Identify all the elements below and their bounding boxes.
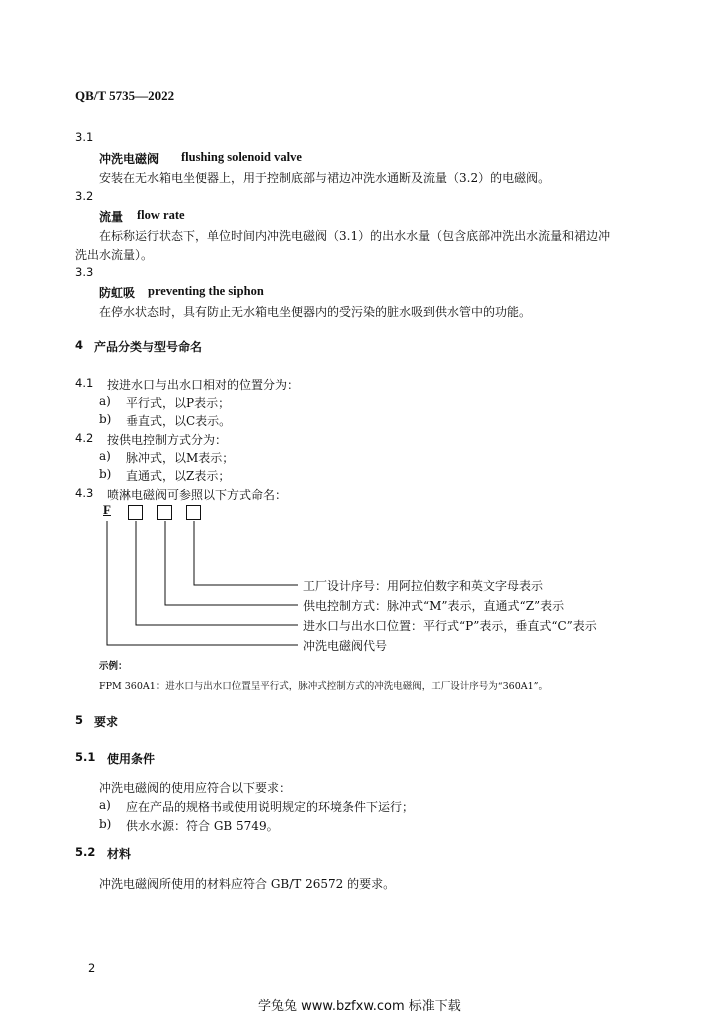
footer-watermark: 学兔兔 www.bzfxw.com 标准下载 bbox=[258, 999, 461, 1014]
list-label: a) bbox=[99, 394, 111, 408]
term-number: 3.3 bbox=[75, 265, 94, 279]
clause-number: 4.3 bbox=[75, 486, 94, 500]
term-number: 3.2 bbox=[75, 189, 94, 203]
term-definition: 安装在无水箱电坐便器上，用于控制底部与裙边冲洗水通断及流量（3.2）的电磁阀。 bbox=[99, 171, 551, 185]
term-definition-cont: 洗出水流量）。 bbox=[75, 248, 154, 262]
section-title: 要求 bbox=[94, 715, 119, 729]
term-zh: 冲洗电磁阀 bbox=[99, 152, 160, 166]
clause-text: 冲洗电磁阀所使用的材料应符合 GB/T 26572 的要求。 bbox=[99, 877, 396, 891]
clause-number: 5.2 bbox=[75, 845, 96, 859]
list-label: b) bbox=[99, 467, 112, 481]
section-number: 4 bbox=[75, 338, 84, 352]
clause-text: 按供电控制方式分为： bbox=[107, 433, 228, 447]
page-number: 2 bbox=[88, 961, 96, 975]
list-item: 垂直式，以C表示。 bbox=[126, 414, 232, 428]
list-label: b) bbox=[99, 412, 112, 426]
clause-number: 4.1 bbox=[75, 376, 94, 390]
term-en: preventing the siphon bbox=[148, 284, 264, 298]
list-label: a) bbox=[99, 798, 111, 812]
model-prefix: F bbox=[103, 502, 111, 517]
diagram-label: 进水口与出水口位置：平行式“P”表示，垂直式“C”表示 bbox=[303, 619, 597, 633]
clause-title: 使用条件 bbox=[107, 752, 156, 766]
term-en: flushing solenoid valve bbox=[181, 150, 302, 164]
term-zh: 流量 bbox=[99, 210, 124, 224]
standard-code: QB/T 5735—2022 bbox=[75, 88, 175, 103]
list-item: 脉冲式，以M表示； bbox=[126, 451, 235, 465]
list-item: 直通式，以Z表示； bbox=[126, 469, 231, 483]
list-item: 供水水源：符合 GB 5749。 bbox=[126, 819, 279, 833]
clause-number: 4.2 bbox=[75, 431, 94, 445]
clause-text: 冲洗电磁阀的使用应符合以下要求： bbox=[99, 781, 292, 795]
example-text: FPM 360A1：进水口与出水口位置呈平行式，脉冲式控制方式的冲洗电磁阀，工厂设计序号为“360A1”。 bbox=[99, 681, 549, 692]
term-zh: 防虹吸 bbox=[99, 286, 136, 300]
clause-number: 5.1 bbox=[75, 750, 96, 764]
diagram-label: 供电控制方式：脉冲式“M”表示，直通式“Z”表示 bbox=[303, 599, 565, 613]
term-number: 3.1 bbox=[75, 130, 94, 144]
section-number: 5 bbox=[75, 713, 84, 727]
list-label: a) bbox=[99, 449, 111, 463]
term-definition: 在停水状态时，具有防止无水箱电坐便器内的受污染的脏水吸到供水管中的功能。 bbox=[99, 305, 532, 319]
list-item: 平行式，以P表示； bbox=[126, 396, 231, 410]
clause-title: 材料 bbox=[107, 847, 132, 861]
list-item: 应在产品的规格书或使用说明规定的环境条件下运行； bbox=[126, 800, 415, 814]
example-label: 示例： bbox=[99, 661, 128, 672]
diagram-label: 工厂设计序号：用阿拉伯数字和英文字母表示 bbox=[303, 579, 544, 593]
term-definition: 在标称运行状态下，单位时间内冲洗电磁阀（3.1）的出水水量（包含底部冲洗出水流量和裙边冲 bbox=[99, 229, 611, 243]
clause-text: 按进水口与出水口相对的位置分为： bbox=[107, 378, 300, 392]
clause-text: 喷淋电磁阀可参照以下方式命名： bbox=[107, 488, 288, 502]
list-label: b) bbox=[99, 817, 112, 831]
term-en: flow rate bbox=[137, 208, 185, 222]
section-title: 产品分类与型号命名 bbox=[94, 340, 203, 354]
diagram-label: 冲洗电磁阀代号 bbox=[303, 639, 388, 653]
